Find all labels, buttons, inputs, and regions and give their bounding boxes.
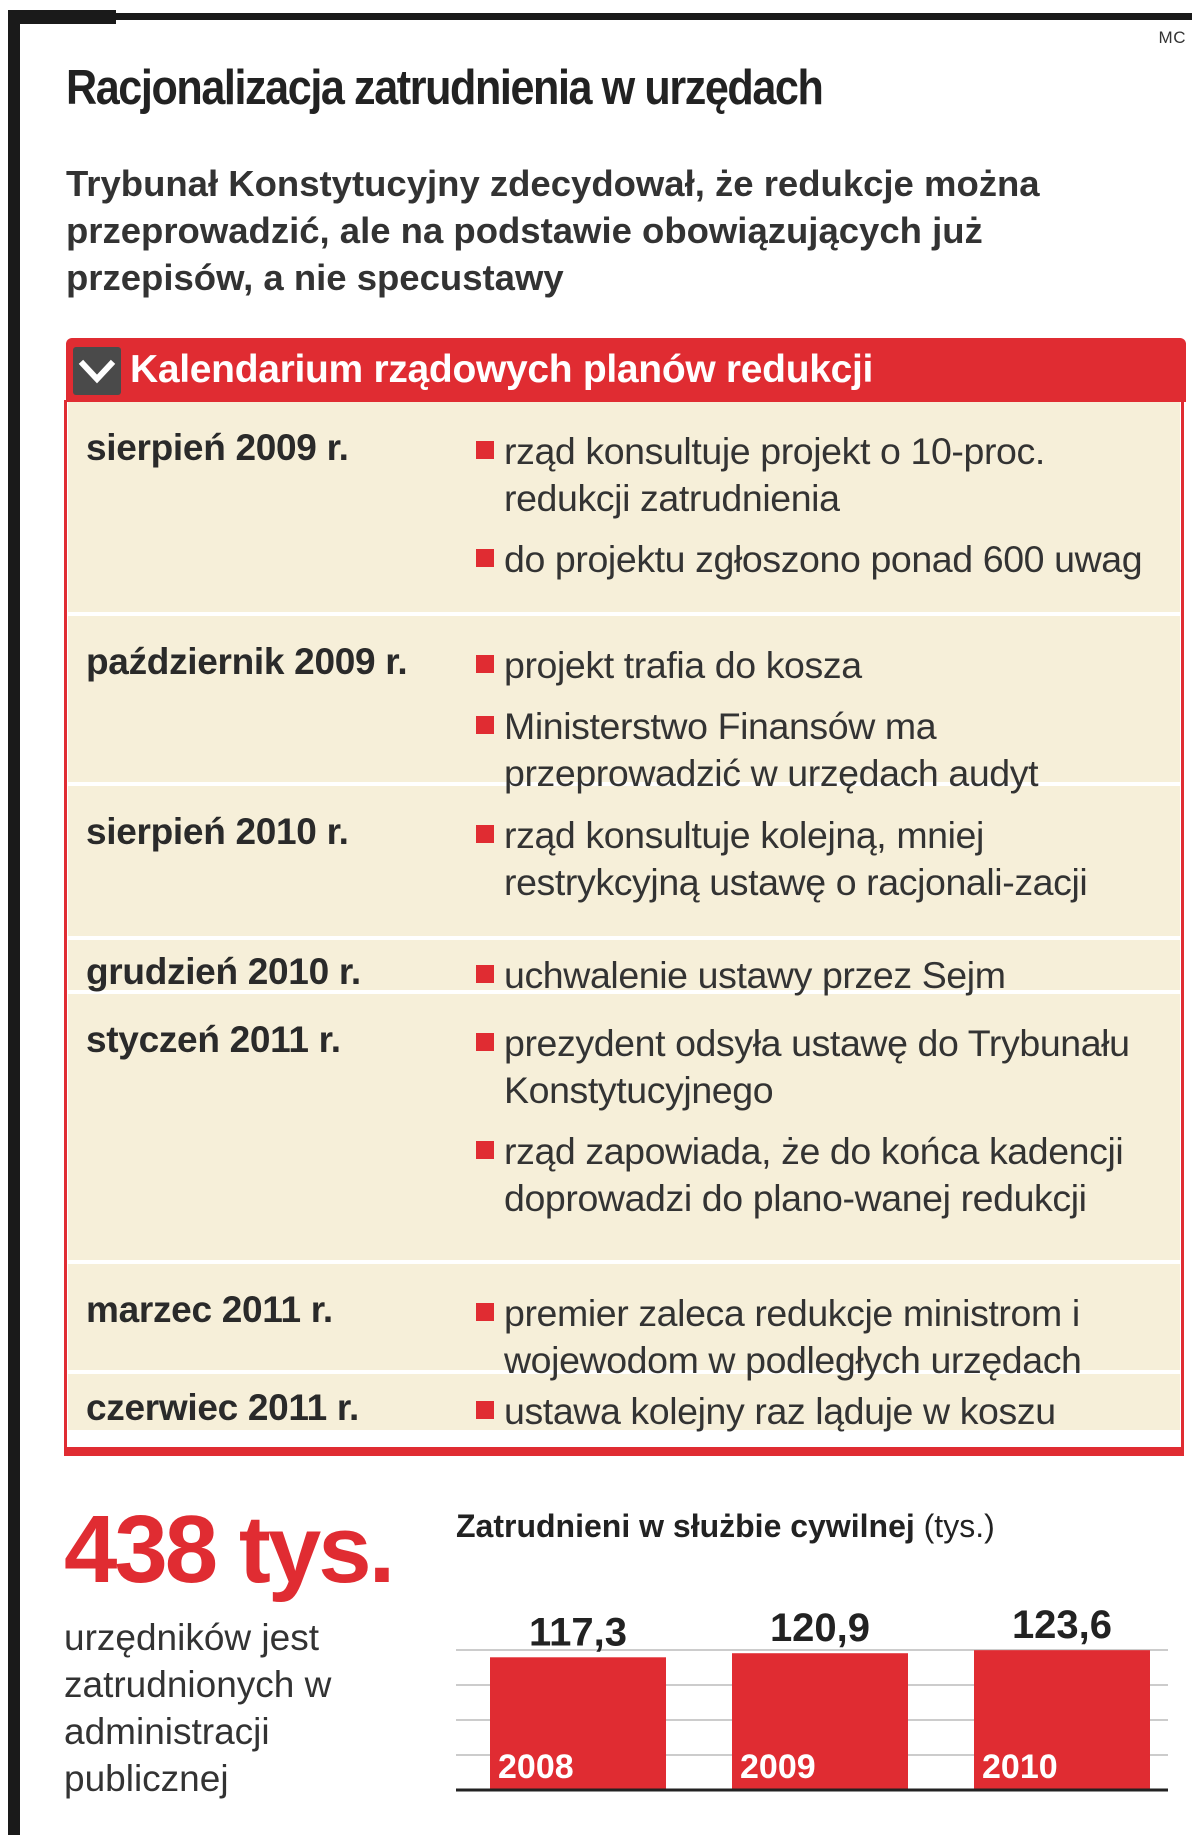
chart-title (456, 1508, 995, 1545)
calendar-event-text: ustawa kolejny raz ląduje w koszu (504, 1390, 1056, 1432)
calendar-events (476, 616, 1180, 794)
calendar-event (476, 428, 1180, 522)
calendar-event-text: Ministerstwo Finansów ma przeprowadzić w urzędach audyt (504, 705, 1039, 794)
calendar-row (68, 940, 1180, 994)
calendar-events (476, 1374, 1180, 1430)
calendar-event (476, 703, 1180, 797)
calendar-header (66, 338, 1186, 402)
calendar-row (68, 994, 1180, 1264)
calendar-event-text: do projektu zgłoszono ponad 600 uwag (504, 538, 1143, 580)
page-title: Racjonalizacja zatrudnienia w urzędach (66, 61, 823, 115)
calendar-events (476, 402, 1180, 612)
bullet-square-icon (476, 825, 494, 843)
calendar-row (68, 402, 1180, 616)
calendar-event-text: rząd konsultuje kolejną, mniej restrykcyjną ustawę o racjonali-zacji (504, 814, 1088, 903)
calendar-event (476, 812, 1180, 906)
bullet-square-icon (476, 655, 494, 673)
calendar-row (68, 1374, 1180, 1434)
calendar-event (476, 1020, 1180, 1114)
calendar-event (476, 952, 1180, 999)
bar-chart (452, 1555, 1182, 1800)
calendar-list (68, 402, 1180, 1434)
calendar-event (476, 1290, 1180, 1384)
calendar-row (68, 1264, 1180, 1381)
calendar-date: grudzień 2010 r. (86, 951, 361, 992)
calendar-event-text: rząd konsultuje projekt o 10-proc. redukcji zatrudnienia (504, 430, 1045, 519)
page-subtitle: Trybunał Konstytucyjny zdecydował, że redukcje można przeprowadzić, ale na podstawie obowiązujących już przepisów, a nie specustawy (66, 163, 1040, 298)
calendar-event-text: prezydent odsyła ustawę do Trybunału Konstytucyjnego (504, 1022, 1130, 1111)
calendar-row (68, 616, 1180, 794)
calendar-title: Kalendarium rządowych planów redukcji (130, 348, 874, 391)
calendar-event-text: projekt trafia do kosza (504, 644, 862, 686)
bullet-square-icon (476, 1303, 494, 1321)
calendar-event (476, 536, 1180, 583)
bullet-square-icon (476, 965, 494, 983)
bar-category-label: 2010 (982, 1748, 1058, 1786)
bar-category-label: 2009 (740, 1748, 816, 1786)
calendar-row (68, 786, 1180, 940)
bullet-square-icon (476, 549, 494, 567)
author-credit: MC (1158, 28, 1186, 47)
calendar-date: styczeń 2011 r. (86, 1019, 341, 1060)
bullet-square-icon (476, 1033, 494, 1051)
stat-description: urzędników jest zatrudnionych w administracji publicznej (64, 1617, 332, 1799)
bullet-square-icon (476, 716, 494, 734)
calendar-event (476, 1388, 1180, 1435)
calendar-event (476, 642, 1180, 689)
calendar-events (476, 940, 1180, 996)
frame-left-rule (8, 10, 20, 1835)
calendar-date: sierpień 2010 r. (86, 811, 349, 852)
bullet-square-icon (476, 1141, 494, 1159)
calendar-event-text: rząd zapowiada, że do końca kadencji doprowadzi do plano-wanej redukcji (504, 1130, 1124, 1219)
bullet-square-icon (476, 441, 494, 459)
stat-number: 438 tys. (64, 1496, 393, 1603)
calendar-events (476, 994, 1180, 1260)
chart-title-text: Zatrudnieni w służbie cywilnej (456, 1508, 915, 1544)
bullet-square-icon (476, 1401, 494, 1419)
chevron-down-icon (73, 347, 121, 395)
calendar-events (476, 1264, 1180, 1381)
bar-value-label: 117,3 (529, 1610, 627, 1655)
bar-value-label: 120,9 (769, 1606, 871, 1651)
calendar-events (476, 786, 1180, 936)
chart-unit: (tys.) (923, 1508, 995, 1544)
calendar-date: październik 2009 r. (86, 641, 408, 682)
calendar-event-text: uchwalenie ustawy przez Sejm (504, 954, 1006, 996)
calendar-date: sierpień 2009 r. (86, 427, 349, 468)
calendar-date: marzec 2011 r. (86, 1289, 333, 1330)
calendar-event (476, 1128, 1180, 1222)
bar-value-label: 123,6 (1011, 1603, 1113, 1648)
calendar-date: czerwiec 2011 r. (86, 1387, 359, 1428)
frame-top-rule (8, 13, 1192, 20)
bar-category-label: 2008 (498, 1748, 574, 1786)
calendar-event-text: premier zaleca redukcje ministrom i wojewodom w podległych urzędach (504, 1292, 1082, 1381)
